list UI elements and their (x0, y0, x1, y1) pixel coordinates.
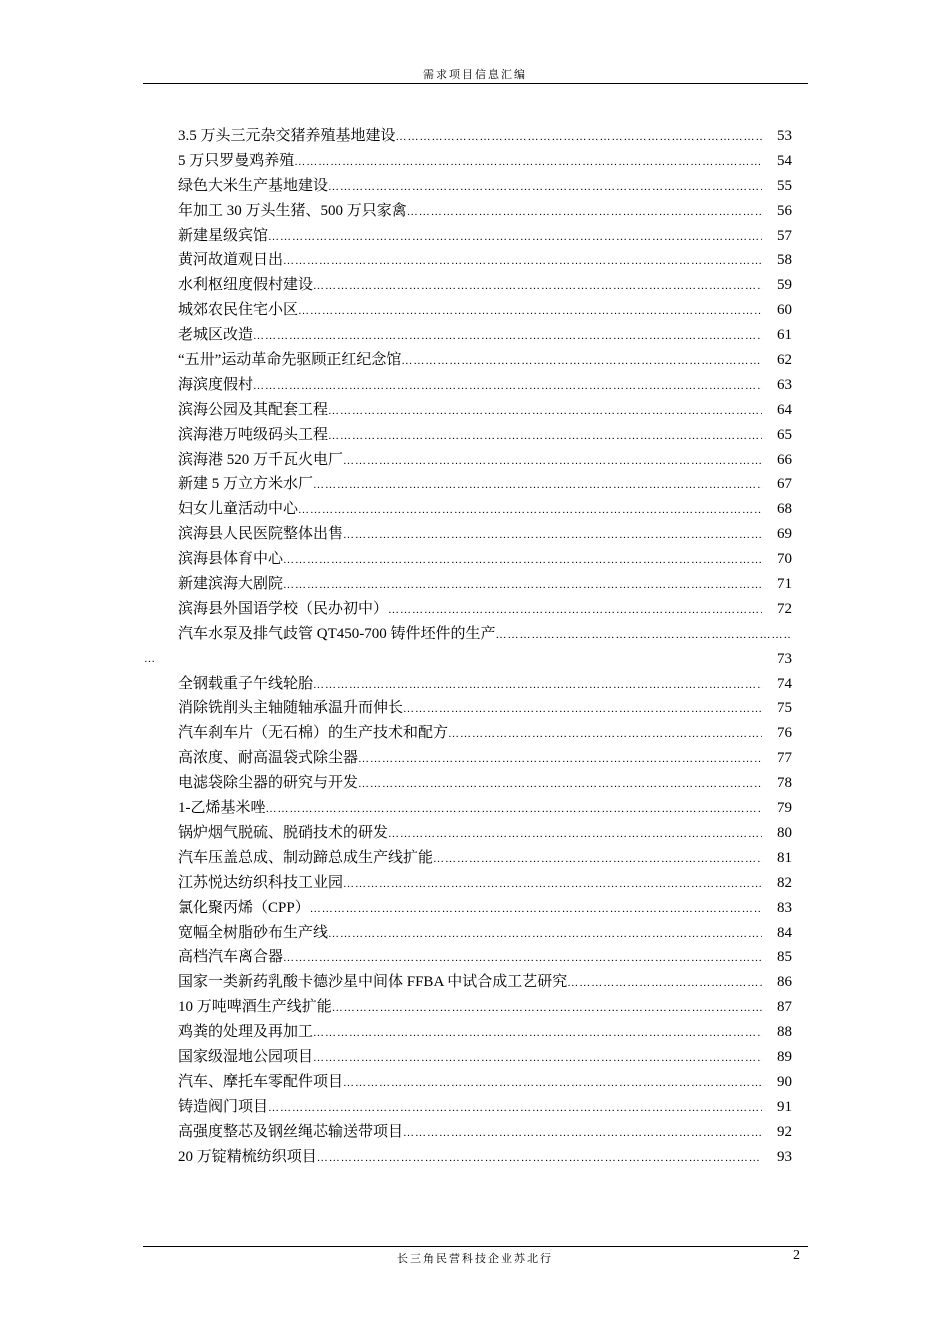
toc-entry[interactable] (178, 1145, 792, 1170)
toc-entry-title: 锅炉烟气脱硫、脱硝技术的研发 (178, 824, 389, 841)
toc-entry-page: 70 (777, 551, 792, 568)
page-number: 2 (793, 1248, 800, 1263)
dot-leader: … (144, 652, 156, 665)
toc-entry-page: 89 (777, 1048, 792, 1065)
toc-entry[interactable] (178, 373, 792, 398)
table-of-contents (144, 124, 792, 1169)
dot-leader (313, 473, 762, 498)
toc-entry-page: 79 (777, 800, 792, 817)
toc-entry-page: 88 (777, 1024, 792, 1041)
toc-entry[interactable] (178, 572, 792, 597)
toc-entry-title: 5 万只罗曼鸡养殖 (178, 152, 295, 169)
toc-entry-title: 水利枢纽度假村建设 (178, 277, 314, 294)
toc-entry-title: “五卅”运动革命先驱顾正红纪念馆 (178, 352, 402, 369)
toc-entry[interactable] (178, 448, 792, 473)
toc-entry-title: 黄河故道观日出 (178, 252, 284, 269)
toc-entry[interactable] (178, 821, 792, 846)
dot-leader (388, 822, 762, 847)
dot-leader (328, 399, 762, 424)
toc-entry-title: 高档汽车离合器 (178, 949, 284, 966)
toc-entry[interactable] (178, 746, 792, 771)
toc-entry-title: 滨海港万吨级码头工程 (178, 426, 329, 443)
toc-entry-page: 90 (777, 1073, 792, 1090)
dot-leader (328, 175, 762, 200)
dot-leader (403, 1121, 762, 1146)
toc-entry[interactable] (178, 1120, 792, 1145)
toc-entry-title: 汽车、摩托车零配件项目 (178, 1073, 344, 1090)
toc-entry-page: 54 (777, 152, 792, 169)
toc-entry-page: 85 (777, 949, 792, 966)
toc-entry[interactable] (178, 921, 792, 946)
dot-leader (313, 1046, 762, 1071)
dot-leader (328, 424, 762, 449)
toc-entry-page: 71 (777, 576, 792, 593)
dot-leader (283, 548, 762, 573)
toc-entry-title: 绿色大米生产基地建设 (178, 177, 329, 194)
running-header: 需求项目信息汇编 (423, 68, 527, 81)
toc-entry-page: 58 (777, 252, 792, 269)
toc-entry[interactable] (178, 1095, 792, 1120)
toc-entry-title: 20 万锭精梳纺织项目 (178, 1148, 317, 1165)
toc-entry[interactable] (178, 273, 792, 298)
toc-entry[interactable] (178, 597, 792, 622)
dot-leader (268, 225, 762, 250)
toc-entry-title: 电滤袋除尘器的研究与开发 (178, 775, 359, 792)
dot-leader (401, 349, 762, 374)
toc-entry-page: 92 (777, 1123, 792, 1140)
toc-entry-title: 高强度整芯及钢丝绳芯输送带项目 (178, 1123, 404, 1140)
toc-entry-title: 鸡粪的处理及再加工 (178, 1024, 314, 1041)
toc-entry-page: 63 (777, 376, 792, 393)
toc-entry-page: 74 (777, 675, 792, 692)
toc-entry-title: 消除铣削头主轴随轴承温升而伸长 (178, 700, 404, 717)
dot-leader (343, 872, 762, 897)
toc-entry[interactable] (178, 696, 792, 721)
dot-leader (332, 996, 762, 1021)
dot-leader (313, 274, 762, 299)
dot-leader (448, 722, 762, 747)
toc-entry-page: 80 (777, 824, 792, 841)
toc-entry[interactable] (178, 497, 792, 522)
toc-entry-page: 65 (777, 426, 792, 443)
toc-entry-title: 氯化聚丙烯（CPP） (178, 899, 310, 916)
toc-entry[interactable] (178, 298, 792, 323)
toc-entry-page: 82 (777, 874, 792, 891)
dot-leader (343, 1071, 762, 1096)
toc-entry-page: 64 (777, 401, 792, 418)
toc-entry[interactable] (178, 124, 792, 149)
dot-leader (313, 1021, 762, 1046)
toc-entry[interactable] (178, 149, 792, 174)
toc-entry-page: 72 (777, 600, 792, 617)
running-footer: 长三角民营科技企业苏北行 (397, 1252, 553, 1265)
toc-entry-page: 68 (777, 501, 792, 518)
dot-leader (310, 897, 762, 922)
toc-entry-continuation (144, 647, 792, 672)
toc-entry[interactable] (178, 323, 792, 348)
toc-entry-page: 91 (777, 1098, 792, 1115)
toc-entry-title: 汽车刹车片（无石棉）的生产技术和配方 (178, 725, 449, 742)
toc-entry[interactable] (178, 945, 792, 970)
toc-entry-page: 76 (777, 725, 792, 742)
toc-entry[interactable] (178, 995, 792, 1020)
toc-entry[interactable] (178, 174, 792, 199)
toc-entry-page: 67 (777, 476, 792, 493)
toc-entry-title: 滨海县外国语学校（民办初中） (178, 600, 389, 617)
toc-entry-title: 宽幅全树脂砂布生产线 (178, 924, 329, 941)
dot-leader (283, 946, 762, 971)
toc-entry-title: 城郊农民住宅小区 (178, 302, 299, 319)
toc-entry[interactable] (178, 547, 792, 572)
toc-entry-page: 86 (777, 974, 792, 991)
dot-leader (313, 673, 762, 698)
toc-entry-page: 77 (777, 750, 792, 767)
toc-entry-title: 滨海公园及其配套工程 (178, 401, 329, 418)
header-rule (143, 83, 808, 84)
dot-leader (407, 200, 762, 225)
toc-entry-title: 高浓度、耐高温袋式除尘器 (178, 750, 359, 767)
toc-entry[interactable] (178, 522, 792, 547)
toc-entry[interactable] (178, 1070, 792, 1095)
toc-entry[interactable] (178, 771, 792, 796)
toc-entry-title: 国家一类新药乳酸卡德沙星中间体 FFBA 中试合成工艺研究 (178, 974, 568, 991)
dot-leader (253, 324, 762, 349)
toc-entry-page: 73 (777, 650, 792, 667)
toc-entry[interactable] (178, 796, 792, 821)
toc-entry[interactable] (178, 1045, 792, 1070)
dot-leader (403, 697, 762, 722)
dot-leader (567, 971, 762, 996)
dot-leader (358, 772, 762, 797)
dot-leader (268, 1096, 762, 1121)
toc-entry-page: 93 (777, 1148, 792, 1165)
toc-entry-title: 妇女儿童活动中心 (178, 501, 299, 518)
toc-entry-title: 铸造阀门项目 (178, 1098, 269, 1115)
dot-leader (496, 623, 793, 648)
toc-entry-page: 78 (777, 775, 792, 792)
dot-leader (396, 125, 762, 150)
toc-entry[interactable] (178, 224, 792, 249)
toc-entry[interactable] (178, 348, 792, 373)
dot-leader (328, 922, 762, 947)
dot-leader (317, 1146, 762, 1171)
toc-entry-page: 60 (777, 302, 792, 319)
dot-leader (433, 847, 762, 872)
toc-entry-page: 84 (777, 924, 792, 941)
toc-entry-page: 81 (777, 849, 792, 866)
toc-entry[interactable] (178, 248, 792, 273)
toc-entry[interactable] (178, 871, 792, 896)
toc-entry-title: 新建滨海大剧院 (178, 576, 284, 593)
dot-leader (388, 598, 762, 623)
toc-entry-title: 全钢载重子午线轮胎 (178, 675, 314, 692)
toc-entry-page: 59 (777, 277, 792, 294)
toc-entry-title: 3.5 万头三元杂交猪养殖基地建设 (178, 128, 396, 144)
toc-entry[interactable] (178, 622, 792, 647)
dot-leader (343, 449, 762, 474)
toc-entry-title: 国家级湿地公园项目 (178, 1048, 314, 1065)
toc-entry-title: 新建 5 万立方米水厂 (178, 476, 314, 493)
dot-leader (343, 523, 762, 548)
toc-entry-title: 年加工 30 万头生猪、500 万只家禽 (178, 202, 407, 219)
toc-entry-page: 83 (777, 899, 792, 916)
toc-entry-page: 56 (777, 202, 792, 219)
toc-entry-page: 55 (777, 177, 792, 194)
toc-entry[interactable] (178, 896, 792, 921)
toc-entry-title: 滨海港 520 万千瓦火电厂 (178, 451, 344, 468)
toc-entry-page: 61 (777, 327, 792, 344)
footer-rule (143, 1246, 808, 1247)
toc-entry-title: 汽车水泵及排气歧管 QT450-700 铸件坯件的生产 (178, 625, 496, 642)
toc-entry[interactable] (178, 423, 792, 448)
toc-entry-title: 老城区改造 (178, 327, 254, 344)
toc-entry[interactable] (178, 721, 792, 746)
toc-entry-title: 汽车压盖总成、制动蹄总成生产线扩能 (178, 849, 434, 866)
dot-leader (283, 249, 762, 274)
toc-entry-page: 62 (777, 352, 792, 369)
dot-leader (283, 573, 762, 598)
toc-entry[interactable] (178, 398, 792, 423)
toc-entry-page: 87 (777, 999, 792, 1016)
dot-leader (298, 498, 762, 523)
toc-entry-title: 海滨度假村 (178, 376, 254, 393)
dot-leader (253, 374, 762, 399)
toc-entry[interactable] (178, 846, 792, 871)
dot-leader (266, 797, 763, 822)
toc-entry-title: 1-乙烯基米唑 (178, 800, 266, 817)
toc-entry[interactable] (178, 472, 792, 497)
toc-entry-title: 10 万吨啤酒生产线扩能 (178, 999, 332, 1016)
toc-entry-title: 滨海县体育中心 (178, 551, 284, 568)
toc-entry-page: 69 (777, 526, 792, 543)
toc-entry-page: 75 (777, 700, 792, 717)
dot-leader (298, 299, 762, 324)
toc-entry[interactable] (178, 199, 792, 224)
toc-entry-title: 江苏悦达纺织科技工业园 (178, 874, 344, 891)
toc-entry[interactable] (178, 672, 792, 697)
toc-entry-page: 53 (777, 128, 792, 144)
toc-entry-page: 66 (777, 451, 792, 468)
toc-entry[interactable] (178, 1020, 792, 1045)
toc-entry-page: 57 (777, 227, 792, 244)
toc-entry-title: 新建星级宾馆 (178, 227, 269, 244)
dot-leader (358, 747, 762, 772)
toc-entry-title: 滨海县人民医院整体出售 (178, 526, 344, 543)
toc-entry[interactable] (178, 970, 792, 995)
dot-leader (294, 150, 762, 175)
